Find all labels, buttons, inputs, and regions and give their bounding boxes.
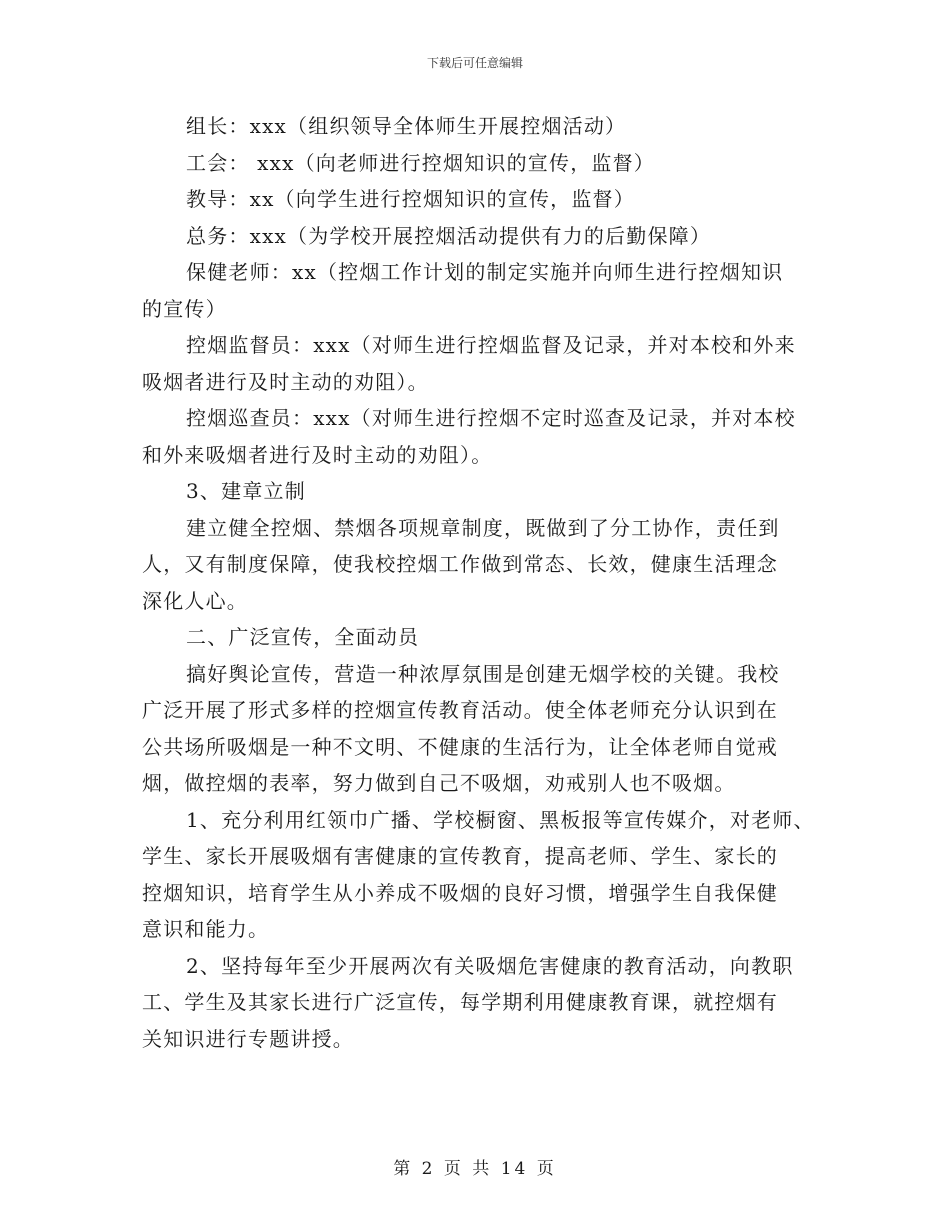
text-line: 控烟知识，培育学生从小养成不吸烟的良好习惯，增强学生自我保健 <box>142 880 778 905</box>
text-line: 控烟监督员：xxx（对师生进行控烟监督及记录，并对本校和外来 <box>186 333 796 357</box>
text-line: 学生、家长开展吸烟有害健康的宣传教育，提高老师、学生、家长的 <box>142 844 778 868</box>
text-line: 人，又有制度保障，使我校控烟工作做到常态、长效，健康生活理念 <box>142 552 778 576</box>
text-line: 和外来吸烟者进行及时主动的劝阻）。 <box>142 442 493 467</box>
text-line: 吸烟者进行及时主动的劝阻）。 <box>142 369 429 394</box>
header-note: 下载后可任意编辑 <box>426 56 523 70</box>
section-heading: 二、广泛宣传，全面动员 <box>186 625 420 649</box>
text-line: 教导：xx（向学生进行控烟知识的宣传，监督） <box>186 187 635 211</box>
text-line: 搞好舆论宣传，营造一种浓厚氛围是创建无烟学校的关键。我校 <box>186 661 780 686</box>
text-line: 的宣传） <box>142 296 227 321</box>
section-heading: 3、建章立制 <box>186 479 306 503</box>
text-line: 工、学生及其家长进行广泛宣传，每学期利用健康教育课，就控烟有 <box>142 990 778 1014</box>
text-line: 烟，做控烟的表率，努力做到自己不吸烟，劝戒别人也不吸烟。 <box>142 771 736 795</box>
text-line: 意识和能力。 <box>142 917 270 941</box>
text-line: 深化人心。 <box>142 588 248 613</box>
text-line: 工会： xxx（向老师进行控烟知识的宣传，监督） <box>186 150 655 175</box>
body-paragraph <box>142 108 822 1057</box>
text-line: 关知识进行专题讲授。 <box>142 1026 354 1051</box>
text-line: 保健老师：xx（控烟工作计划的制定实施并向师生进行控烟知识 <box>186 260 784 284</box>
body-text <box>142 108 822 1057</box>
page-number: 第 2 页 共 14 页 <box>393 1159 557 1179</box>
text-line: 建立健全控烟、禁烟各项规章制度，既做到了分工协作，责任到 <box>186 515 780 540</box>
text-line: 广泛开展了形式多样的控烟宣传教育活动。使全体老师充分认识到在 <box>142 698 778 722</box>
text-line: 总务：xxx（为学校开展控烟活动提供有力的后勤保障） <box>186 223 712 248</box>
text-line: 组长：xxx（组织领导全体师生开展控烟活动） <box>186 114 627 138</box>
text-line: 公共场所吸烟是一种不文明、不健康的生活行为，让全体老师自觉戒 <box>142 734 778 759</box>
text-line: 2、坚持每年至少开展两次有关吸烟危害健康的教育活动，向教职 <box>186 953 794 978</box>
text-line: 控烟巡查员：xxx（对师生进行控烟不定时巡查及记录，并对本校 <box>186 406 796 430</box>
text-line: 1、充分利用红领巾广播、学校橱窗、黑板报等宣传媒介，对老师、 <box>186 807 815 832</box>
